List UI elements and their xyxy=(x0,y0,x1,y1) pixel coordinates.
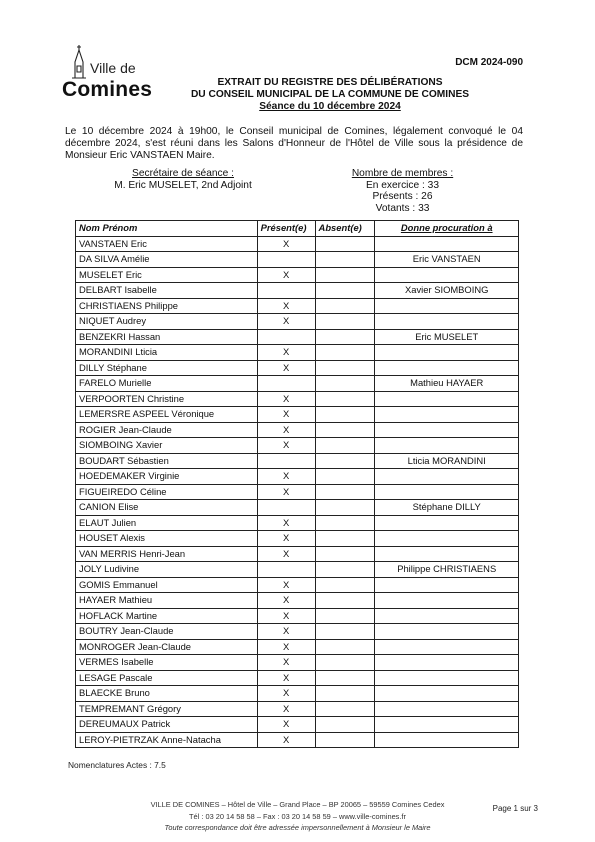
table-row xyxy=(76,345,519,361)
member-name: DEREUMAUX Patrick xyxy=(76,717,258,733)
table-row xyxy=(76,562,519,578)
table-row xyxy=(76,546,519,562)
proxy-holder: Xavier SIOMBOING xyxy=(375,283,519,299)
present-mark: X xyxy=(257,670,315,686)
church-tower-icon xyxy=(68,44,90,80)
present-mark: X xyxy=(257,267,315,283)
table-row xyxy=(76,329,519,345)
member-name: ROGIER Jean-Claude xyxy=(76,422,258,438)
absent-mark xyxy=(315,345,375,361)
proxy-holder xyxy=(375,577,519,593)
absent-mark xyxy=(315,531,375,547)
member-name: DELBART Isabelle xyxy=(76,283,258,299)
member-name: FARELO Murielle xyxy=(76,376,258,392)
members-title: Nombre de membres : xyxy=(351,168,454,179)
member-name: BOUDART Sébastien xyxy=(76,453,258,469)
present-mark: X xyxy=(257,732,315,748)
proxy-holder xyxy=(375,624,519,640)
member-name: GOMIS Emmanuel xyxy=(76,577,258,593)
proxy-holder xyxy=(375,639,519,655)
document-header xyxy=(120,77,540,113)
proxy-holder xyxy=(375,422,519,438)
present-mark: X xyxy=(257,360,315,376)
table-row xyxy=(76,376,519,392)
table-row xyxy=(76,283,519,299)
proxy-holder xyxy=(375,701,519,717)
table-row xyxy=(76,624,519,640)
member-name: ELAUT Julien xyxy=(76,515,258,531)
present-mark xyxy=(257,453,315,469)
proxy-holder xyxy=(375,407,519,423)
table-row xyxy=(76,422,519,438)
proxy-holder: Mathieu HAYAER xyxy=(375,376,519,392)
absent-mark xyxy=(315,267,375,283)
proxy-holder: Eric MUSELET xyxy=(375,329,519,345)
member-name: CANION Elise xyxy=(76,500,258,516)
present-mark: X xyxy=(257,515,315,531)
absent-mark xyxy=(315,484,375,500)
present-mark: X xyxy=(257,701,315,717)
proxy-holder xyxy=(375,593,519,609)
header-present: Présent(e) xyxy=(257,221,315,237)
page-number: Page 1 sur 3 xyxy=(492,804,538,813)
table-row xyxy=(76,732,519,748)
proxy-holder xyxy=(375,608,519,624)
table-row xyxy=(76,655,519,671)
table-row xyxy=(76,391,519,407)
table-row xyxy=(76,407,519,423)
proxy-holder xyxy=(375,236,519,252)
header-name: Nom Prénom xyxy=(76,221,258,237)
proxy-holder xyxy=(375,484,519,500)
present-mark: X xyxy=(257,236,315,252)
proxy-holder: Eric VANSTAEN xyxy=(375,252,519,268)
present-mark xyxy=(257,283,315,299)
absent-mark xyxy=(315,639,375,655)
absent-mark xyxy=(315,515,375,531)
proxy-holder: Stéphane DILLY xyxy=(375,500,519,516)
present-mark: X xyxy=(257,593,315,609)
proxy-holder xyxy=(375,732,519,748)
member-name: LEROY-PIETRZAK Anne-Natacha xyxy=(76,732,258,748)
present-mark: X xyxy=(257,624,315,640)
member-name: MUSELET Eric xyxy=(76,267,258,283)
absent-mark xyxy=(315,469,375,485)
absent-mark xyxy=(315,593,375,609)
members-exercise: En exercice : 33 xyxy=(365,179,440,191)
table-row xyxy=(76,717,519,733)
footer-notice: Toute correspondance doit être adressée impersonnellement à Monsieur le Maire xyxy=(164,823,431,832)
member-name: VANSTAEN Eric xyxy=(76,236,258,252)
present-mark: X xyxy=(257,391,315,407)
table-row xyxy=(76,593,519,609)
absent-mark xyxy=(315,670,375,686)
table-row xyxy=(76,500,519,516)
proxy-holder xyxy=(375,531,519,547)
table-row xyxy=(76,438,519,454)
proxy-holder xyxy=(375,469,519,485)
absent-mark xyxy=(315,422,375,438)
member-counts xyxy=(340,168,465,214)
attendance-table xyxy=(75,220,519,748)
table-row xyxy=(76,267,519,283)
member-name: TEMPREMANT Grégory xyxy=(76,701,258,717)
members-present: Présents : 26 xyxy=(372,191,433,202)
present-mark: X xyxy=(257,407,315,423)
proxy-holder: Philippe CHRISTIAENS xyxy=(375,562,519,578)
member-name: JOLY Ludivine xyxy=(76,562,258,578)
member-name: LEMERSRE ASPEEL Véronique xyxy=(76,407,258,423)
absent-mark xyxy=(315,717,375,733)
table-row xyxy=(76,686,519,702)
header-line-1: EXTRAIT DU REGISTRE DES DÉLIBÉRATIONS xyxy=(217,77,443,88)
member-name: MONROGER Jean-Claude xyxy=(76,639,258,655)
absent-mark xyxy=(315,686,375,702)
proxy-holder xyxy=(375,717,519,733)
absent-mark xyxy=(315,252,375,268)
absent-mark xyxy=(315,376,375,392)
proxy-holder xyxy=(375,360,519,376)
present-mark: X xyxy=(257,686,315,702)
proxy-holder xyxy=(375,670,519,686)
present-mark: X xyxy=(257,655,315,671)
present-mark: X xyxy=(257,717,315,733)
footer-address: VILLE DE COMINES – Hôtel de Ville – Grand Place – BP 20065 – 59559 Comines Cedex xyxy=(150,800,445,809)
table-row xyxy=(76,252,519,268)
table-row xyxy=(76,236,519,252)
proxy-holder xyxy=(375,391,519,407)
proxy-holder xyxy=(375,546,519,562)
absent-mark xyxy=(315,732,375,748)
member-name: BOUTRY Jean-Claude xyxy=(76,624,258,640)
member-name: VAN MERRIS Henri-Jean xyxy=(76,546,258,562)
present-mark: X xyxy=(257,345,315,361)
proxy-holder xyxy=(375,438,519,454)
member-name: SIOMBOING Xavier xyxy=(76,438,258,454)
member-name: HAYAER Mathieu xyxy=(76,593,258,609)
member-name: DILLY Stéphane xyxy=(76,360,258,376)
attendance-rows xyxy=(76,236,519,748)
proxy-holder: Lticia MORANDINI xyxy=(375,453,519,469)
present-mark: X xyxy=(257,298,315,314)
absent-mark xyxy=(315,298,375,314)
member-name: HOEDEMAKER Virginie xyxy=(76,469,258,485)
absent-mark xyxy=(315,655,375,671)
header-proxy: Donne procuration à xyxy=(375,221,519,237)
logo-ville-text: Ville de xyxy=(90,60,136,76)
page-footer xyxy=(100,799,495,834)
absent-mark xyxy=(315,500,375,516)
session-secretary xyxy=(88,168,278,191)
logo-comines-text: Comines xyxy=(62,78,153,101)
member-name: HOUSET Alexis xyxy=(76,531,258,547)
absent-mark xyxy=(315,453,375,469)
present-mark: X xyxy=(257,438,315,454)
absent-mark xyxy=(315,701,375,717)
proxy-holder xyxy=(375,345,519,361)
absent-mark xyxy=(315,391,375,407)
table-row xyxy=(76,314,519,330)
table-row xyxy=(76,360,519,376)
table-row xyxy=(76,670,519,686)
secretary-name: M. Eric MUSELET, 2nd Adjoint xyxy=(114,179,252,191)
present-mark xyxy=(257,376,315,392)
secretary-title: Secrétaire de séance : xyxy=(132,168,234,179)
proxy-holder xyxy=(375,298,519,314)
table-row xyxy=(76,298,519,314)
header-line-2: DU CONSEIL MUNICIPAL DE LA COMMUNE DE COMINES xyxy=(190,89,470,100)
present-mark: X xyxy=(257,546,315,562)
absent-mark xyxy=(315,283,375,299)
present-mark: X xyxy=(257,469,315,485)
session-date-title: Séance du 10 décembre 2024 xyxy=(259,101,401,112)
deliberation-reference: DCM 2024-090 xyxy=(455,57,523,68)
member-name: BENZEKRI Hassan xyxy=(76,329,258,345)
footer-contact: Tél : 03 20 14 58 58 – Fax : 03 20 14 58 59 – www.ville-comines.fr xyxy=(189,811,406,821)
present-mark: X xyxy=(257,314,315,330)
member-name: CHRISTIAENS Philippe xyxy=(76,298,258,314)
present-mark xyxy=(257,500,315,516)
table-row xyxy=(76,484,519,500)
member-name: NIQUET Audrey xyxy=(76,314,258,330)
member-name: HOFLACK Martine xyxy=(76,608,258,624)
absent-mark xyxy=(315,236,375,252)
present-mark: X xyxy=(257,577,315,593)
member-name: BLAECKE Bruno xyxy=(76,686,258,702)
members-votes: Votants : 33 xyxy=(375,202,430,214)
absent-mark xyxy=(315,329,375,345)
proxy-holder xyxy=(375,515,519,531)
present-mark: X xyxy=(257,608,315,624)
member-name: LESAGE Pascale xyxy=(76,670,258,686)
table-row xyxy=(76,577,519,593)
proxy-holder xyxy=(375,314,519,330)
absent-mark xyxy=(315,360,375,376)
absent-mark xyxy=(315,407,375,423)
table-row xyxy=(76,453,519,469)
table-row xyxy=(76,531,519,547)
absent-mark xyxy=(315,314,375,330)
intro-paragraph: Le 10 décembre 2024 à 19h00, le Conseil municipal de Comines, légalement convoqué le 04 décembre 2024, s'est réuni dans les Salons d'Honneur de l'Hôtel de Ville sous la présidence de Monsieur Eric VANSTAEN Maire. xyxy=(65,126,523,161)
absent-mark xyxy=(315,624,375,640)
member-name: MORANDINI Lticia xyxy=(76,345,258,361)
absent-mark xyxy=(315,577,375,593)
present-mark: X xyxy=(257,422,315,438)
table-row xyxy=(76,608,519,624)
absent-mark xyxy=(315,608,375,624)
proxy-holder xyxy=(375,686,519,702)
nomenclature-note: Nomenclatures Actes : 7.5 xyxy=(68,760,166,770)
table-header-row xyxy=(76,221,519,237)
proxy-holder xyxy=(375,655,519,671)
proxy-holder xyxy=(375,267,519,283)
header-absent: Absent(e) xyxy=(315,221,375,237)
absent-mark xyxy=(315,546,375,562)
present-mark: X xyxy=(257,639,315,655)
absent-mark xyxy=(315,438,375,454)
present-mark xyxy=(257,329,315,345)
member-name: DA SILVA Amélie xyxy=(76,252,258,268)
table-row xyxy=(76,515,519,531)
table-row xyxy=(76,469,519,485)
member-name: VERPOORTEN Christine xyxy=(76,391,258,407)
present-mark: X xyxy=(257,531,315,547)
present-mark: X xyxy=(257,484,315,500)
member-name: FIGUEIREDO Céline xyxy=(76,484,258,500)
present-mark xyxy=(257,562,315,578)
table-row xyxy=(76,639,519,655)
absent-mark xyxy=(315,562,375,578)
table-row xyxy=(76,701,519,717)
member-name: VERMES Isabelle xyxy=(76,655,258,671)
present-mark xyxy=(257,252,315,268)
